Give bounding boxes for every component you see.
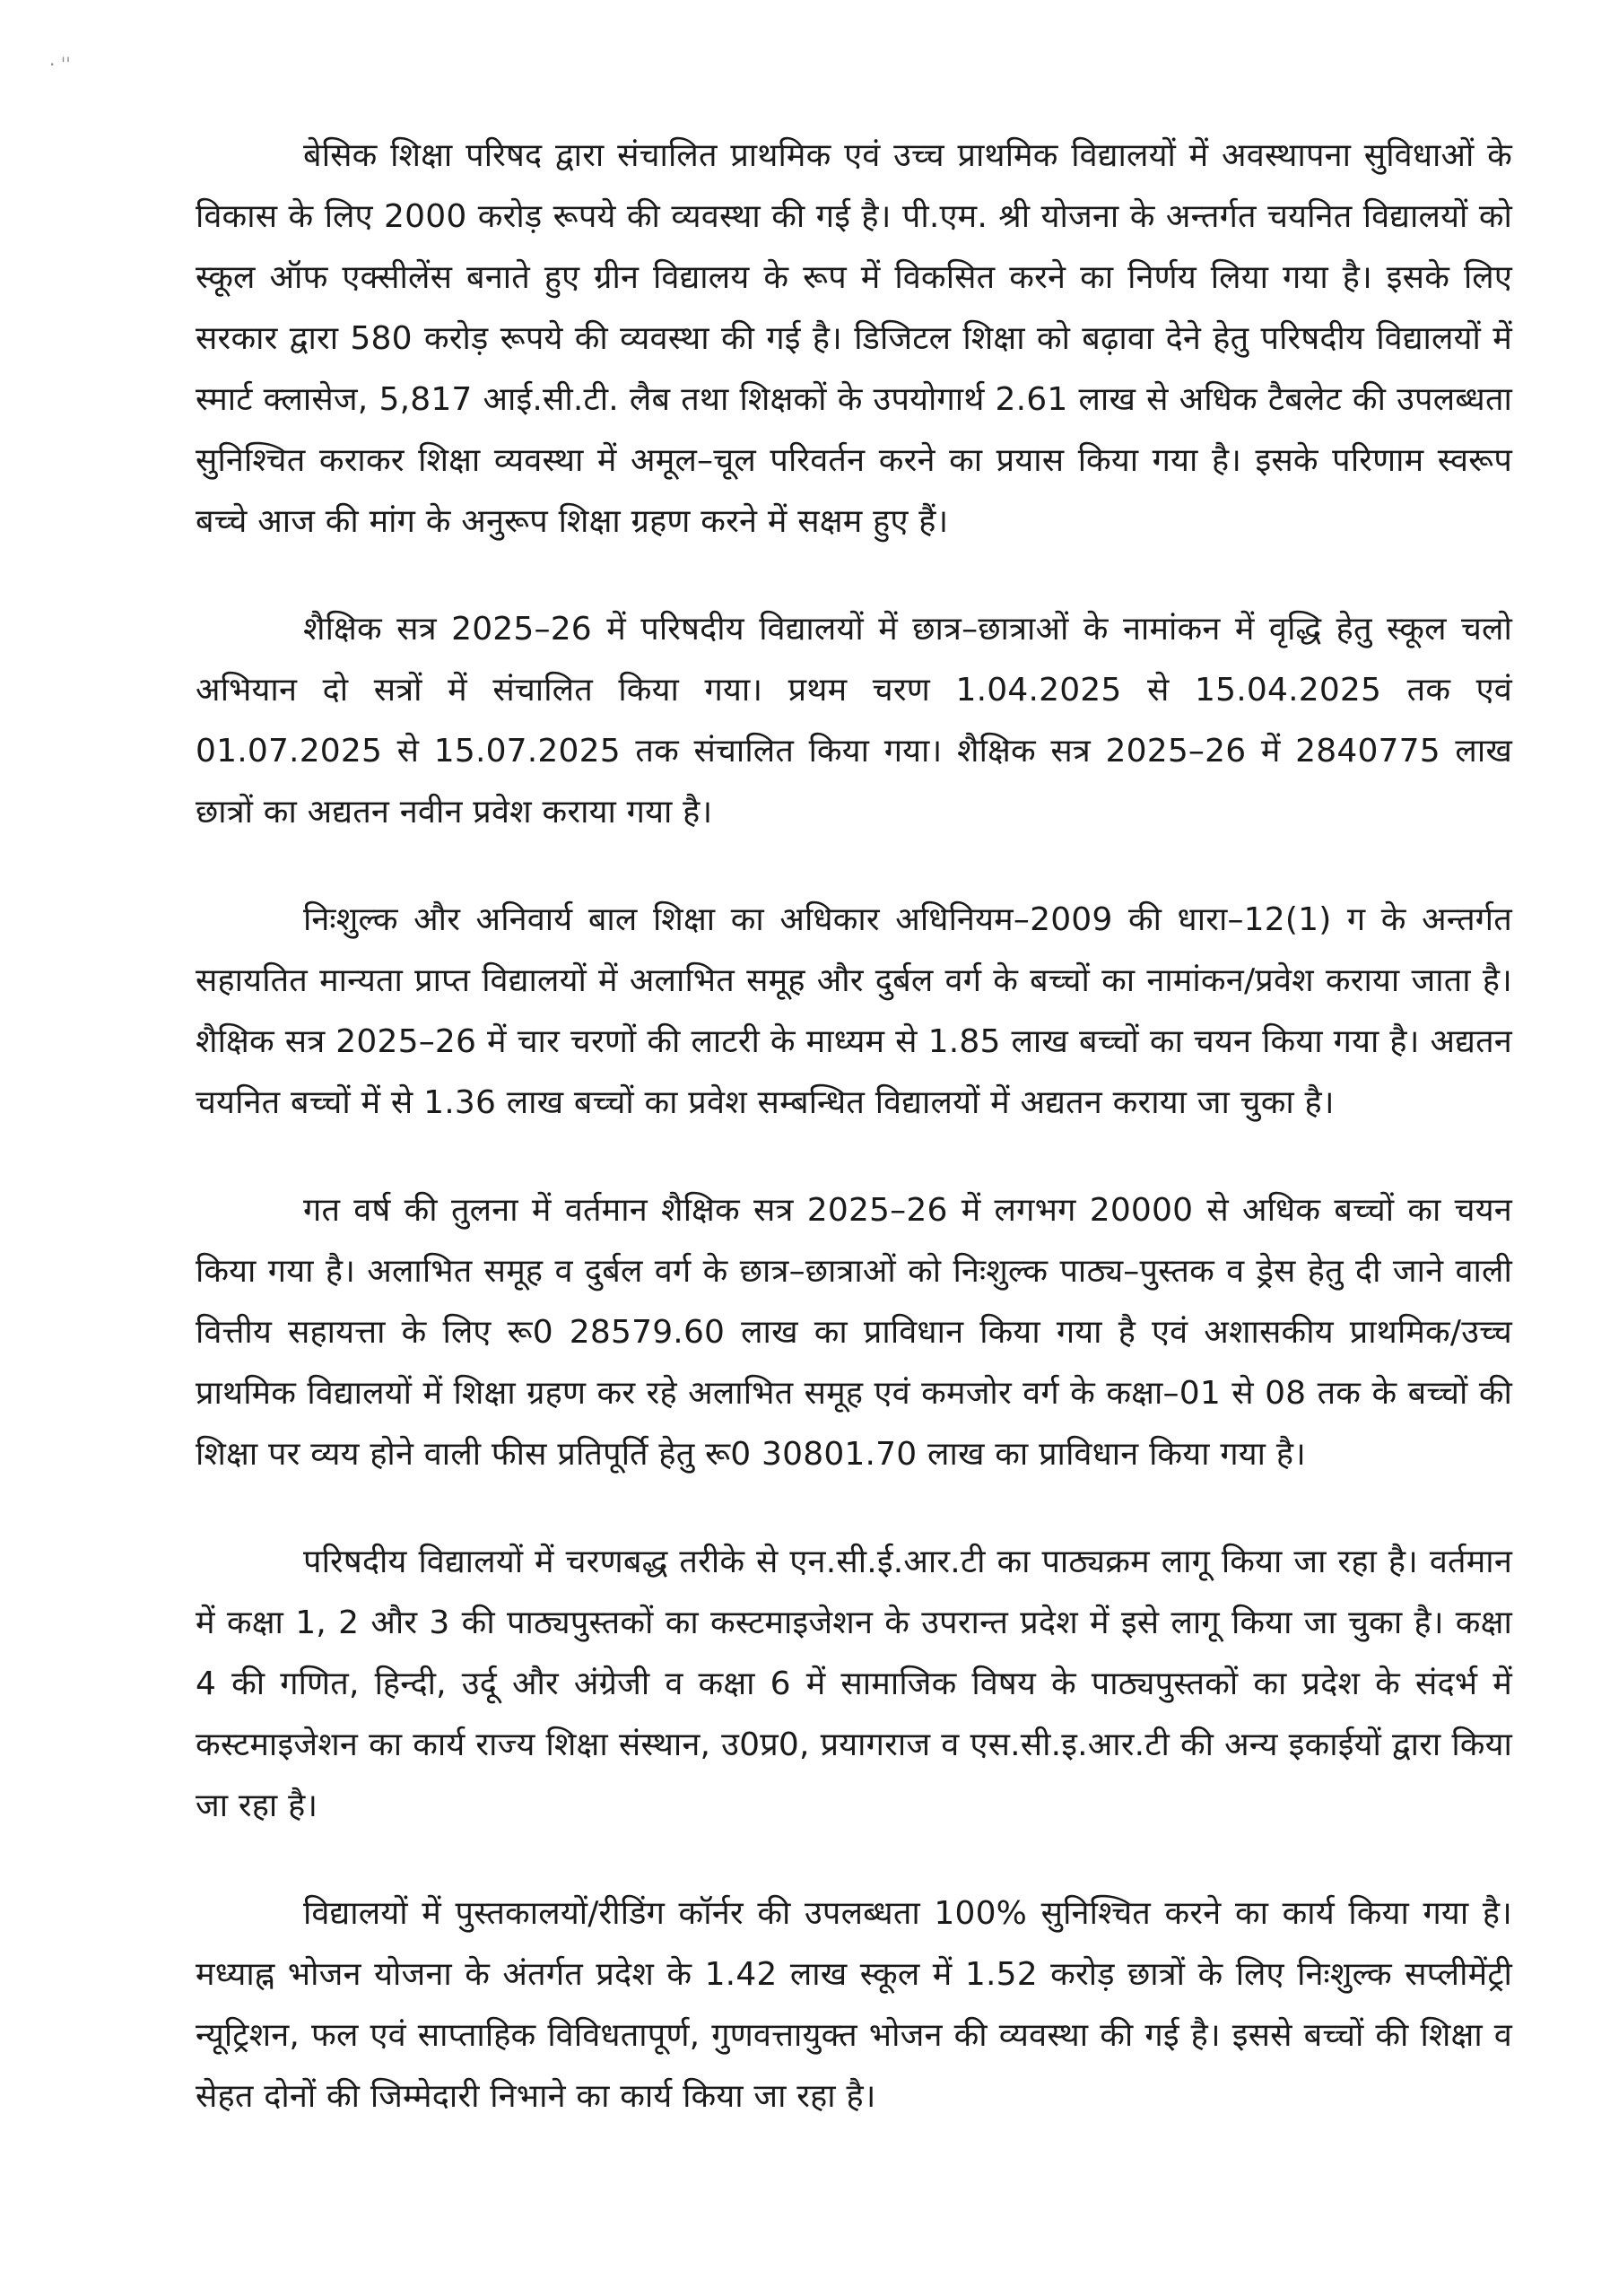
paragraph-libraries-midday-meal: विद्यालयों में पुस्तकालयों/रीडिंग कॉर्नर की उपलब्धता 100% सुनिश्चित करने का कार्य किया गया है। मध्याह्न भोजन योजना के अंतर्गत प्रदेश के 1.42 लाख स्कूल में 1.52 करोड़ छात्रों के लिए निःशुल्क सप्लीमेंट्री न्यूट्रिशन, फल एवं साप्ताहिक विविधतापूर्ण, गुणवत्तायुक्त भोजन की व्यवस्था की गई है। इससे बच्चों की शिक्षा व सेहत दोनों की जिम्मेदारी निभाने का कार्य किया जा रहा है। [196,1895,1512,2115]
document-body [196,126,1512,2174]
paragraph-ncert-curriculum: परिषदीय विद्यालयों में चरणबद्ध तरीके से एन.सी.ई.आर.टी का पाठ्यक्रम लागू किया जा रहा है। वर्तमान में कक्षा 1, 2 और 3 की पाठ्यपुस्तकों का कस्टमाइजेशन के उपरान्त प्रदेश में इसे लागू किया जा चुका है। कक्षा 4 की गणित, हिन्दी, उर्दू और अंग्रेजी व कक्षा 6 में सामाजिक विषय के पाठ्यपुस्तकों का प्रदेश के संदर्भ में कस्टमाइजेशन का कार्य राज्य शिक्षा संस्थान, उ0प्र0, प्रयागराज व एस.सी.इ.आर.टी की अन्य इकाईयों द्वारा किया जा रहा है। [196,1544,1512,1824]
paragraph-infrastructure: बेसिक शिक्षा परिषद द्वारा संचालित प्राथमिक एवं उच्च प्राथमिक विद्यालयों में अवस्थापना सुविधाओं के विकास के लिए 2000 करोड़ रूपये की व्यवस्था की गई है। पी.एम. श्री योजना के अन्तर्गत चयनित विद्यालयों को स्कूल ऑफ एक्सीलेंस बनाते हुए ग्रीन विद्यालय के रूप में विकसित करने का निर्णय लिया गया है। इसके लिए सरकार द्वारा 580 करोड़ रूपये की व्यवस्था की गई है। डिजिटल शिक्षा को बढ़ावा देने हेतु परिषदीय विद्यालयों में स्मार्ट क्लासेज, 5,817 आई.सी.टी. लैब तथा शिक्षकों के उपयोगार्थ 2.61 लाख से अधिक टैबलेट की उपलब्धता सुनिश्चित कराकर शिक्षा व्यवस्था में अमूल–चूल परिवर्तन करने का प्रयास किया गया है। इसके परिणाम स्वरूप बच्चे आज की मांग के अनुरूप शिक्षा ग्रहण करने में सक्षम हुए हैं। [196,137,1512,540]
paragraph-rte-admission: निःशुल्क और अनिवार्य बाल शिक्षा का अधिकार अधिनियम–2009 की धारा–12(1) ग के अन्तर्गत सहायतित मान्यता प्राप्त विद्यालयों में अलाभित समूह और दुर्बल वर्ग के बच्चों का नामांकन/प्रवेश कराया जाता है। शैक्षिक सत्र 2025–26 में चार चरणों की लाटरी के माध्यम से 1.85 लाख बच्चों का चयन किया गया है। अद्यतन चयनित बच्चों में से 1.36 लाख बच्चों का प्रवेश सम्बन्धित विद्यालयों में अद्यतन कराया जा चुका है। [196,901,1512,1121]
paragraph-financial-provision: गत वर्ष की तुलना में वर्तमान शैक्षिक सत्र 2025–26 में लगभग 20000 से अधिक बच्चों का चयन किया गया है। अलाभित समूह व दुर्बल वर्ग के छात्र–छात्राओं को निःशुल्क पाठ्य–पुस्तक व ड्रेस हेतु दी जाने वाली वित्तीय सहायत्ता के लिए रू0 28579.60 लाख का प्राविधान किया गया है एवं अशासकीय प्राथमिक/उच्च प्राथमिक विद्यालयों में शिक्षा ग्रहण कर रहे अलाभित समूह एवं कमजोर वर्ग के कक्षा–01 से 08 तक के बच्चों की शिक्षा पर व्यय होने वाली फीस प्रतिपूर्ति हेतु रू0 30801.70 लाख का प्राविधान किया गया है। [196,1192,1512,1473]
scan-marks: · ˈˈ [49,54,71,75]
paragraph-enrollment-campaign: शैक्षिक सत्र 2025–26 में परिषदीय विद्यालयों में छात्र–छात्राओं के नामांकन में वृद्धि हेतु स्कूल चलो अभियान दो सत्रों में संचालित किया गया। प्रथम चरण 1.04.2025 से 15.04.2025 तक एवं 01.07.2025 से 15.07.2025 तक संचालित किया गया। शैक्षिक सत्र 2025–26 में 2840775 लाख छात्रों का अद्यतन नवीन प्रवेश कराया गया है। [196,611,1512,831]
